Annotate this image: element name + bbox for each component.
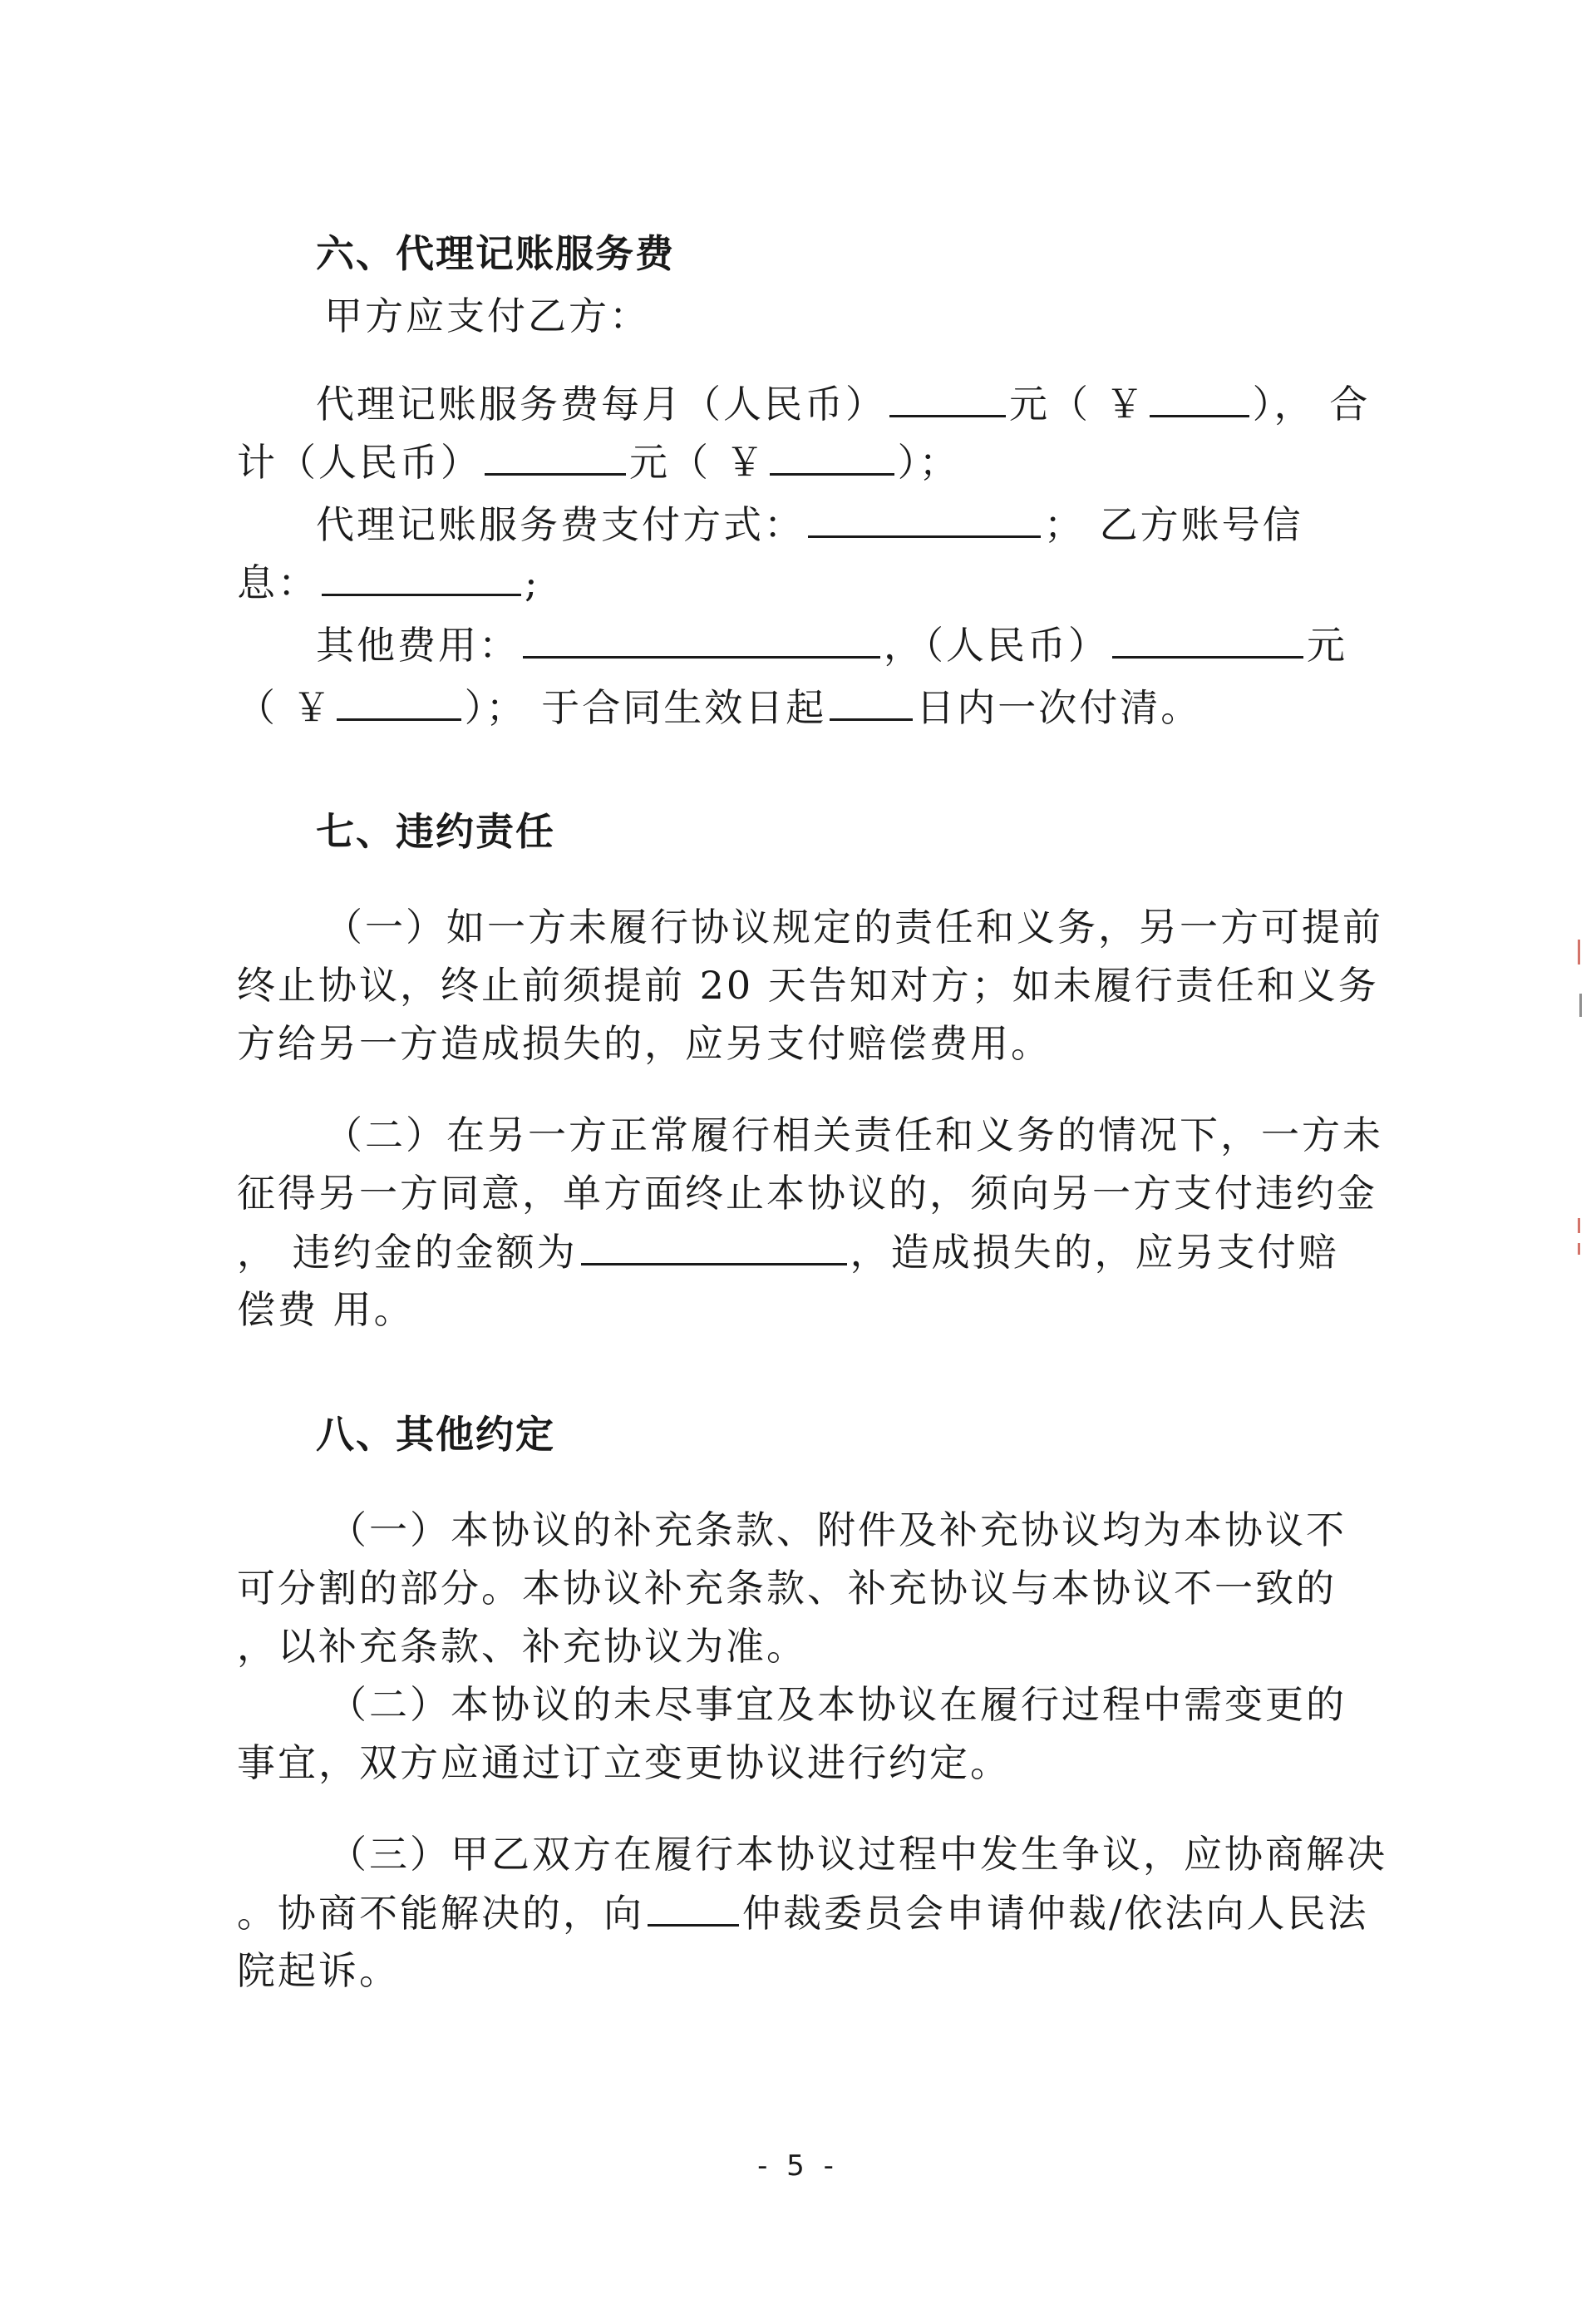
- monthly-fee-label: 代理记账服务费每月（人民币）: [316, 382, 886, 427]
- total-fee-line: [237, 437, 1359, 487]
- section-7-heading: [316, 807, 1438, 856]
- total-fee-close: ）；: [897, 440, 960, 485]
- s8-clause1-line1: [328, 1505, 1451, 1555]
- settlement-line: [237, 682, 1359, 733]
- total-fee-blank: [485, 437, 626, 476]
- payment-method-label: 代理记账服务费支付方式：: [316, 502, 805, 547]
- penalty-amount-blank: [581, 1226, 847, 1265]
- section-8-heading: [316, 1409, 1438, 1459]
- s7-clause1-text2: 终止协议，终止前须提前 20 天告知对方；如未履行责任和义务: [237, 963, 1379, 1008]
- section-6-intro: [324, 291, 1446, 341]
- account-info-label-part1: ； 乙方账号信: [1044, 502, 1303, 547]
- s8-clause3-line2: [237, 1887, 1369, 1938]
- s7-clause2-text4: 偿费 用。: [237, 1287, 415, 1332]
- other-fees-line: [316, 619, 1438, 670]
- s8-clause1-line3: [237, 1621, 1359, 1671]
- monthly-fee-blank: [889, 378, 1006, 417]
- s7-clause2-text2: 征得另一方同意，单方面终止本协议的，须向另一方支付违约金: [237, 1171, 1377, 1216]
- monthly-fee-close: ）， 合: [1252, 382, 1371, 427]
- section-6-heading-text: 六、代理记账服务费: [316, 231, 675, 276]
- total-fee-yen-blank: [770, 437, 894, 476]
- s8-clause3-text3: 院起诉。: [237, 1948, 400, 1993]
- s8-clause1-text2: 可分割的部分。本协议补充条款、补充协议与本协议不一致的: [237, 1566, 1337, 1611]
- s7-clause2-line4: [237, 1285, 1359, 1335]
- section-6-intro-text: 甲方应支付乙方：: [324, 294, 650, 338]
- account-info-line: [237, 557, 1359, 608]
- s7-clause2-text1: （二）在另一方正常履行相关责任和义务的情况下，一方未: [324, 1113, 1383, 1157]
- s8-clause3-line3: [237, 1946, 1359, 1996]
- section-6-heading: [316, 229, 1438, 279]
- s8-clause2-line2: [237, 1738, 1359, 1788]
- scan-edge-mark: [1578, 1243, 1580, 1255]
- s8-clause3-text2-suffix: 仲裁委员会申请仲裁/依法向人民法: [742, 1891, 1369, 1936]
- settlement-days-blank: [830, 682, 913, 721]
- settlement-yen-label: （ ￥: [237, 685, 333, 730]
- scan-edge-mark: [1578, 940, 1580, 965]
- s7-clause1-text3: 方给另一方造成损失的，应另支付赔偿费用。: [237, 1021, 1052, 1066]
- s7-clause1-line3: [237, 1019, 1359, 1068]
- s7-clause1-line1: [324, 902, 1446, 952]
- s7-clause2-text3-suffix: ，造成损失的，应另支付赔: [850, 1230, 1339, 1275]
- s8-clause3-text1: （三）甲乙双方在履行本协议过程中发生争议，应协商解决: [328, 1832, 1387, 1877]
- s7-clause2-text3-prefix: ， 违约金的金额为: [237, 1230, 578, 1275]
- section-8-heading-text: 八、其他约定: [316, 1412, 555, 1457]
- s8-clause1-text1: （一）本协议的补充条款、附件及补充协议均为本协议不: [328, 1507, 1347, 1552]
- s8-clause2-text2: 事宜，双方应通过订立变更协议进行约定。: [237, 1740, 1011, 1785]
- s8-clause3-text2-prefix: 。协商不能解决的，向: [237, 1891, 644, 1936]
- account-info-label-part2: 息：: [237, 560, 318, 605]
- total-fee-yen-label: 元（ ￥: [629, 440, 766, 485]
- section-7-heading-text: 七、违约责任: [316, 809, 555, 854]
- s7-clause2-line2: [237, 1168, 1377, 1218]
- payment-method-line: [316, 499, 1438, 550]
- monthly-fee-yen-label: 元（ ￥: [1009, 382, 1146, 427]
- s7-clause1-line2: [237, 960, 1379, 1010]
- monthly-fee-line: [316, 378, 1438, 429]
- arbitration-committee-blank: [648, 1887, 739, 1927]
- s8-clause1-text3: ，以补充条款、补充协议为准。: [237, 1624, 807, 1669]
- s7-clause2-line3: [237, 1226, 1359, 1277]
- s8-clause2-line1: [328, 1680, 1451, 1729]
- page-number: - 5 -: [757, 2149, 839, 2183]
- settlement-text: ）； 于合同生效日起: [464, 685, 827, 730]
- settlement-suffix: 日内一次付清。: [916, 685, 1202, 730]
- scan-edge-mark: [1579, 994, 1582, 1017]
- other-fees-blank: [523, 619, 880, 659]
- s8-clause3-line1: [328, 1829, 1451, 1879]
- total-fee-label: 计（人民币）: [237, 440, 481, 485]
- s8-clause2-text1: （二）本协议的未尽事宜及本协议在履行过程中需变更的: [328, 1682, 1347, 1727]
- s7-clause1-text1: （一）如一方未履行协议规定的责任和义务，另一方可提前: [324, 905, 1383, 950]
- account-info-semicolon: ;: [525, 560, 540, 605]
- scan-edge-mark: [1578, 1218, 1580, 1233]
- monthly-fee-yen-blank: [1150, 378, 1249, 417]
- payment-method-blank: [808, 499, 1041, 538]
- other-fees-rmb-blank: [1112, 619, 1303, 659]
- s7-clause2-line1: [324, 1110, 1446, 1160]
- account-info-blank: [322, 557, 521, 596]
- other-fees-rmb-label: ，（人民币）: [884, 623, 1109, 668]
- other-fees-yuan: 元: [1307, 623, 1347, 668]
- settlement-yen-blank: [337, 682, 461, 721]
- s8-clause1-line2: [237, 1563, 1359, 1613]
- other-fees-label: 其他费用：: [316, 623, 520, 668]
